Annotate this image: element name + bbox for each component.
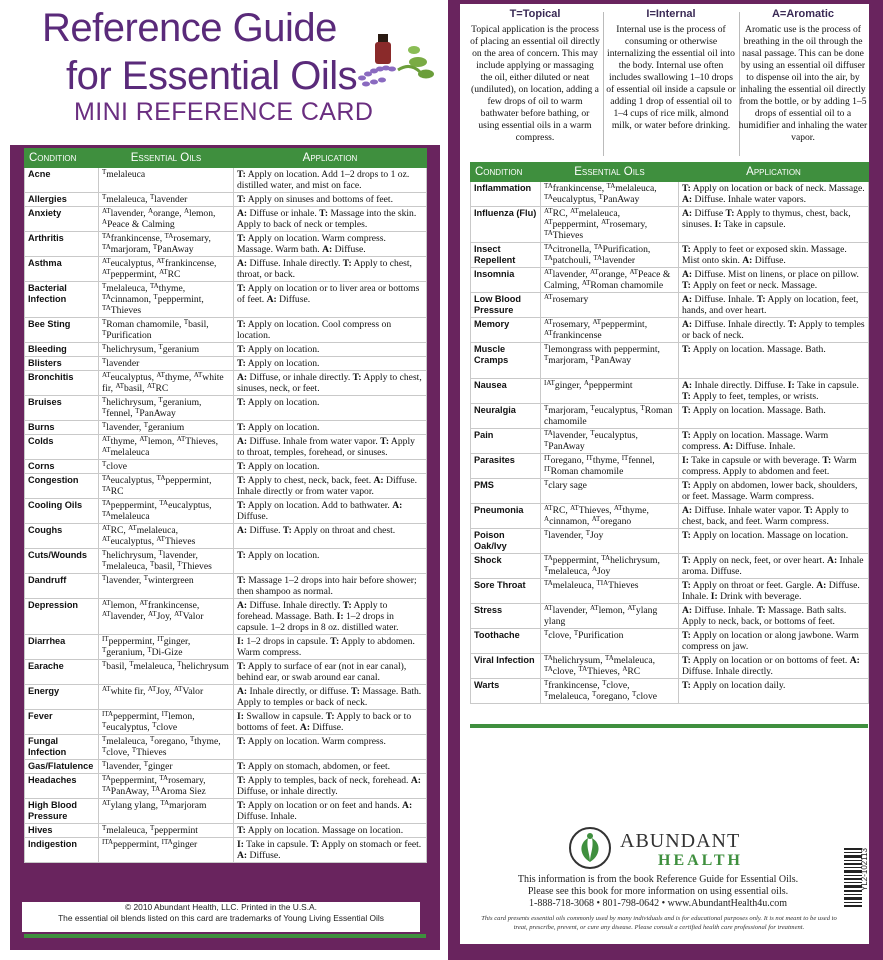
legend-aromatic-head: A=Aromatic bbox=[771, 8, 835, 20]
table-row bbox=[25, 799, 427, 824]
condition-cell: Insomnia bbox=[471, 268, 541, 293]
table-row bbox=[471, 529, 869, 554]
condition-cell: Arthritis bbox=[25, 232, 99, 257]
oils-cell: $^{IAT}$ginger, $^A$peppermint bbox=[541, 379, 679, 404]
condition-cell: Headaches bbox=[25, 774, 99, 799]
application-cell: T: Apply on location or on feet and hands. A: Diffuse. Inhale. bbox=[234, 799, 427, 824]
back-table-rule bbox=[470, 724, 868, 728]
table-row bbox=[471, 182, 869, 207]
table-row bbox=[25, 435, 427, 460]
table-row bbox=[25, 193, 427, 207]
application-cell: A: Diffuse. Inhale water vapor. T: Apply to chest, back, and feet. Warm compress. bbox=[679, 504, 869, 529]
condition-cell: Burns bbox=[25, 421, 99, 435]
logo-name: ABUNDANT bbox=[620, 830, 741, 852]
back-purple-frame-top bbox=[448, 0, 883, 4]
front-trademark-note: The essential oil blends listed on this card are trademarks of Young Living Essential Oils bbox=[58, 913, 384, 923]
table-row bbox=[25, 774, 427, 799]
table-row bbox=[25, 421, 427, 435]
oils-cell: $^{AT}$eucalyptus, $^{AT}$thyme, $^{AT}$white fir, $^{AT}$basil, $^{AT}$RC bbox=[99, 371, 234, 396]
info-line3: 1-888-718-3068 • 801-798-0642 • www.AbundantHealth4u.com bbox=[529, 898, 787, 909]
application-cell: T: Apply on location or on bottoms of feet. A: Diffuse. Inhale directly. bbox=[679, 654, 869, 679]
oils-cell: $^{TA}$frankincense, $^{TA}$melaleuca, $^{TA}$eucalyptus, $^T$PanAway bbox=[541, 182, 679, 207]
front-title-line3: MINI REFERENCE CARD bbox=[74, 98, 374, 126]
application-cell: A: Diffuse. Inhale. T: Massage. Bath salts. Apply to neck, back, or bottoms of feet. bbox=[679, 604, 869, 629]
condition-cell: Toothache bbox=[471, 629, 541, 654]
application-cell: T: Apply on location. Add 1–2 drops to 1 oz. distilled water, and mist on face. bbox=[234, 168, 427, 193]
application-cell: T: Apply on location or along jawbone. Warm compress on jaw. bbox=[679, 629, 869, 654]
table-row bbox=[25, 499, 427, 524]
table-row bbox=[471, 554, 869, 579]
oils-cell: $^{AT}$RC, $^{AT}$melaleuca, $^{AT}$peppermint, $^{AT}$rosemary, $^{TA}$Thieves bbox=[541, 207, 679, 243]
table-row bbox=[25, 207, 427, 232]
table-row bbox=[25, 710, 427, 735]
table-row bbox=[471, 293, 869, 318]
application-cell: I: 1–2 drops in capsule. T: Apply to abdomen. Warm compress. bbox=[234, 635, 427, 660]
application-cell: T: Apply on location. Cool compress on location. bbox=[234, 318, 427, 343]
oils-cell: $^T$Roman chamomile, $^T$basil, $^T$Purification bbox=[99, 318, 234, 343]
oils-cell: $^{IT}$oregano, $^{IT}$thyme, $^{IT}$fennel, $^{IT}$Roman chamomile bbox=[541, 454, 679, 479]
condition-cell: Inflammation bbox=[471, 182, 541, 207]
application-cell: T: Apply on location or to liver area or bottoms of feet. A: Diffuse. bbox=[234, 282, 427, 318]
oils-cell: $^{AT}$lavender, $^A$orange, $^A$lemon, $^A$Peace & Calming bbox=[99, 207, 234, 232]
condition-cell: Acne bbox=[25, 168, 99, 193]
application-cell: A: Inhale directly, or diffuse. T: Massage. Bath. Apply to temples or back of neck. bbox=[234, 685, 427, 710]
front-title-line1: Reference Guide bbox=[42, 6, 337, 50]
application-cell: T: Apply on sinuses and bottoms of feet. bbox=[234, 193, 427, 207]
application-cell: T: Apply on location. Massage on location. bbox=[679, 529, 869, 554]
table-row bbox=[471, 679, 869, 704]
oils-cell: $^T$clary sage bbox=[541, 479, 679, 504]
oils-cell: $^{TA}$melaleuca, $^{TIA}$Thieves bbox=[541, 579, 679, 604]
oils-cell: $^{TA}$helichrysum, $^{TA}$melaleuca, $^{TA}$clove, $^{TA}$Thieves, $^A$RC bbox=[541, 654, 679, 679]
oils-cell: $^{IT}$peppermint, $^{IT}$ginger, $^T$geranium, $^T$Di-Gize bbox=[99, 635, 234, 660]
condition-cell: Gas/Flatulence bbox=[25, 760, 99, 774]
abundant-health-logo bbox=[566, 826, 776, 870]
table-row bbox=[25, 574, 427, 599]
front-header-oils: Essential Oils bbox=[99, 149, 234, 168]
condition-cell: Stress bbox=[471, 604, 541, 629]
oils-cell: $^{TA}$frankincense, $^{TA}$rosemary, $^{TA}$marjoram, $^T$PanAway bbox=[99, 232, 234, 257]
application-cell: T: Apply on location. Massage. Bath. bbox=[679, 343, 869, 379]
table-row bbox=[471, 579, 869, 604]
oils-cell: $^T$lemongrass with peppermint, $^T$marjoram, $^T$PanAway bbox=[541, 343, 679, 379]
logo-sub: HEALTH bbox=[658, 852, 743, 869]
oils-cell: $^{AT}$rosemary, $^{AT}$peppermint, $^{AT}$frankincense bbox=[541, 318, 679, 343]
condition-cell: Earache bbox=[25, 660, 99, 685]
application-cell: A: Diffuse T: Apply to thymus, chest, back, sinuses. I: Take in capsule. bbox=[679, 207, 869, 243]
front-header-condition: Condition bbox=[25, 149, 99, 168]
oils-cell: $^T$helichrysum, $^T$geranium bbox=[99, 343, 234, 357]
lavender-bottle-illustration bbox=[348, 22, 438, 112]
oils-cell: $^T$lavender, $^T$wintergreen bbox=[99, 574, 234, 599]
condition-cell: Diarrhea bbox=[25, 635, 99, 660]
application-cell: A: Diffuse. Inhale from water vapor. T: Apply to throat, temples, forehead, or sinuses. bbox=[234, 435, 427, 460]
condition-cell: Depression bbox=[25, 599, 99, 635]
table-row bbox=[25, 257, 427, 282]
table-row bbox=[471, 604, 869, 629]
table-row bbox=[471, 654, 869, 679]
table-row bbox=[25, 599, 427, 635]
table-row bbox=[25, 838, 427, 863]
oils-cell: $^{TA}$peppermint, $^{TA}$helichrysum, $^T$melaleuca, $^A$Joy bbox=[541, 554, 679, 579]
application-cell: T: Apply on location. Massage on location. bbox=[234, 824, 427, 838]
oils-cell: $^{TA}$lavender, $^T$eucalyptus, $^T$PanAway bbox=[541, 429, 679, 454]
condition-cell: Viral Infection bbox=[471, 654, 541, 679]
leaf-logo-icon bbox=[566, 826, 614, 870]
table-row bbox=[25, 549, 427, 574]
product-code: YL2-102113 bbox=[860, 848, 869, 891]
condition-cell: Muscle Cramps bbox=[471, 343, 541, 379]
front-reference-table bbox=[24, 148, 427, 863]
application-cell: T: Apply on location or back of neck. Massage. A: Diffuse. Inhale water vapors. bbox=[679, 182, 869, 207]
table-row bbox=[471, 479, 869, 504]
condition-cell: Bee Sting bbox=[25, 318, 99, 343]
legend-topical-head: T=Topical bbox=[509, 8, 561, 20]
application-cell: T: Apply on location. Warm compress. bbox=[234, 735, 427, 760]
application-cell: A: Diffuse. Inhale. T: Apply on location, feet, hands, and over heart. bbox=[679, 293, 869, 318]
oils-cell: $^T$lavender, $^T$geranium bbox=[99, 421, 234, 435]
table-row bbox=[25, 371, 427, 396]
application-cell: T: Apply on location. bbox=[234, 396, 427, 421]
condition-cell: Sore Throat bbox=[471, 579, 541, 604]
condition-cell: Coughs bbox=[25, 524, 99, 549]
info-line1: This information is from the book Reference Guide for Essential Oils. bbox=[517, 874, 799, 885]
oils-cell: $^{AT}$white fir, $^{AT}$Joy, $^{AT}$Valor bbox=[99, 685, 234, 710]
oils-cell: $^{AT}$rosemary bbox=[541, 293, 679, 318]
table-row bbox=[25, 168, 427, 193]
application-cell: T: Apply on location daily. bbox=[679, 679, 869, 704]
table-row bbox=[25, 524, 427, 549]
application-cell: A: Diffuse. Inhale directly. T: Apply to chest, throat, or back. bbox=[234, 257, 427, 282]
application-cell: T: Massage 1–2 drops into hair before shower; then shampoo as normal. bbox=[234, 574, 427, 599]
condition-cell: Shock bbox=[471, 554, 541, 579]
info-line2: Please see this book for more information on using essential oils. bbox=[527, 886, 789, 897]
table-row bbox=[25, 735, 427, 760]
condition-cell: Bleeding bbox=[25, 343, 99, 357]
oils-cell: $^{AT}$thyme, $^{AT}$lemon, $^{AT}$Thieves, $^{AT}$melaleuca bbox=[99, 435, 234, 460]
application-cell: T: Apply on location. bbox=[234, 343, 427, 357]
condition-cell: Fungal Infection bbox=[25, 735, 99, 760]
application-cell: A: Diffuse. Inhale directly. T: Apply to temples or back of neck. bbox=[679, 318, 869, 343]
back-card bbox=[448, 0, 883, 960]
condition-cell: Cuts/Wounds bbox=[25, 549, 99, 574]
oils-cell: $^T$melaleuca, $^T$oregano, $^T$thyme, $^T$clove, $^T$Thieves bbox=[99, 735, 234, 760]
condition-cell: Poison Oak/Ivy bbox=[471, 529, 541, 554]
condition-cell: Congestion bbox=[25, 474, 99, 499]
condition-cell: Corns bbox=[25, 460, 99, 474]
front-copyright: © 2010 Abundant Health, LLC. Printed in the U.S.A. bbox=[125, 902, 317, 912]
application-cell: I: Take in capsule. T: Apply on stomach or feet. A: Diffuse. bbox=[234, 838, 427, 863]
oils-cell: $^T$basil, $^T$melaleuca, $^T$helichrysum bbox=[99, 660, 234, 685]
table-row bbox=[471, 243, 869, 268]
front-footer-rule bbox=[24, 934, 426, 938]
table-row bbox=[25, 396, 427, 421]
condition-cell: Neuralgia bbox=[471, 404, 541, 429]
condition-cell: Bacterial Infection bbox=[25, 282, 99, 318]
condition-cell: Bruises bbox=[25, 396, 99, 421]
condition-cell: Blisters bbox=[25, 357, 99, 371]
application-cell: T: Apply on location. Add to bathwater. A: Diffuse. bbox=[234, 499, 427, 524]
application-cell: T: Apply to chest, neck, back, feet. A: Diffuse. Inhale directly or from water vapor. bbox=[234, 474, 427, 499]
table-row bbox=[471, 429, 869, 454]
table-row bbox=[471, 207, 869, 243]
table-row bbox=[25, 685, 427, 710]
oils-cell: $^{AT}$eucalyptus, $^{AT}$frankincense, $^{AT}$peppermint, $^{AT}$RC bbox=[99, 257, 234, 282]
table-row bbox=[25, 232, 427, 257]
table-row bbox=[471, 629, 869, 654]
table-row bbox=[25, 824, 427, 838]
condition-cell: Low Blood Pressure bbox=[471, 293, 541, 318]
condition-cell: Memory bbox=[471, 318, 541, 343]
table-row bbox=[25, 660, 427, 685]
table-row bbox=[471, 268, 869, 293]
oils-cell: $^{AT}$RC, $^{AT}$Thieves, $^{AT}$thyme, $^A$cinnamon, $^{AT}$oregano bbox=[541, 504, 679, 529]
condition-cell: Pain bbox=[471, 429, 541, 454]
table-row bbox=[25, 474, 427, 499]
usage-legend bbox=[470, 8, 868, 158]
oils-cell: $^T$clove, $^T$Purification bbox=[541, 629, 679, 654]
application-cell: T: Apply to temples, back of neck, forehead. A: Diffuse, or inhale directly. bbox=[234, 774, 427, 799]
application-cell: T: Apply to feet or exposed skin. Massage. Mist onto skin. A: Diffuse. bbox=[679, 243, 869, 268]
front-title-line2: for Essential Oils bbox=[66, 54, 358, 98]
back-header-application: Application bbox=[679, 163, 869, 182]
oils-cell: $^{TA}$citronella, $^{TA}$Purification, $^{TA}$patchouli, $^{TA}$lavender bbox=[541, 243, 679, 268]
condition-cell: Energy bbox=[25, 685, 99, 710]
oils-cell: $^T$melaleuca bbox=[99, 168, 234, 193]
table-row bbox=[25, 760, 427, 774]
oils-cell: $^{ITA}$peppermint, $^{IT}$lemon, $^T$eucalyptus, $^T$clove bbox=[99, 710, 234, 735]
condition-cell: Colds bbox=[25, 435, 99, 460]
condition-cell: Pneumonia bbox=[471, 504, 541, 529]
oils-cell: $^{TA}$peppermint, $^{TA}$rosemary, $^{TA}$PanAway, $^{TA}$Aroma Siez bbox=[99, 774, 234, 799]
application-cell: T: Apply on location. bbox=[234, 357, 427, 371]
table-row bbox=[25, 635, 427, 660]
back-purple-frame-bottom bbox=[448, 944, 883, 960]
application-cell: T: Apply on abdomen, lower back, shoulders, or feet. Massage. Warm compress. bbox=[679, 479, 869, 504]
oils-cell: $^{AT}$lavender, $^{AT}$orange, $^{AT}$Peace & Calming, $^{AT}$Roman chamomile bbox=[541, 268, 679, 293]
condition-cell: Influenza (Flu) bbox=[471, 207, 541, 243]
table-row bbox=[25, 318, 427, 343]
back-header-condition: Condition bbox=[471, 163, 541, 182]
condition-cell: Fever bbox=[25, 710, 99, 735]
application-cell: I: Take in capsule or with beverage. T: Warm compress. Apply to abdomen and feet. bbox=[679, 454, 869, 479]
condition-cell: PMS bbox=[471, 479, 541, 504]
table-row bbox=[25, 357, 427, 371]
application-cell: T: Apply to surface of ear (not in ear canal), behind ear, or swab around ear canal. bbox=[234, 660, 427, 685]
legend-internal-body: Internal use is the process of consuming or otherwise internalizing the essential oil into the body. Internal use often includes swallowing 1–10 drops of essential oil inside a capsule or adding 1 drop of essential oil to 1–4 cups of rice milk, almond milk, or water before drinking. bbox=[606, 24, 736, 131]
back-purple-frame-left bbox=[448, 0, 460, 960]
oils-cell: $^T$clove bbox=[99, 460, 234, 474]
condition-cell: Parasites bbox=[471, 454, 541, 479]
oils-cell: $^T$marjoram, $^T$eucalyptus, $^T$Roman chamomile bbox=[541, 404, 679, 429]
oils-cell: $^T$helichrysum, $^T$lavender, $^T$melaleuca, $^T$basil, $^T$Thieves bbox=[99, 549, 234, 574]
oils-cell: $^T$melaleuca, $^T$peppermint bbox=[99, 824, 234, 838]
condition-cell: Insect Repellent bbox=[471, 243, 541, 268]
legend-internal-head: I=Internal bbox=[646, 8, 696, 20]
table-row bbox=[471, 404, 869, 429]
oils-cell: $^T$lavender bbox=[99, 357, 234, 371]
table-row bbox=[25, 282, 427, 318]
legend-aromatic-body: Aromatic use is the process of breathing in the oil through the nasal passage. This can be done by using an essential oil diffuser to dispense oil into the air, by inhaling the essential oil directly from the bottle, or by adding 1–5 drops of essential oil to a humidifier and inhaling the water vapor. bbox=[738, 24, 868, 143]
oils-cell: $^T$melaleuca, $^T$lavender bbox=[99, 193, 234, 207]
disclaimer: This card presents essential oils commonly used by many individuals and is for educational purposes only. It is not meant to be used to treat, prescribe, prevent, or cure any disease. Please consult a certified health care professional for treatment. bbox=[481, 915, 837, 931]
condition-cell: Bronchitis bbox=[25, 371, 99, 396]
oils-cell: $^T$lavender, $^T$ginger bbox=[99, 760, 234, 774]
condition-cell: Hives bbox=[25, 824, 99, 838]
oils-cell: $^{ITA}$peppermint, $^{ITA}$ginger bbox=[99, 838, 234, 863]
application-cell: T: Apply on location. Massage. Warm compress. A: Diffuse. Inhale. bbox=[679, 429, 869, 454]
back-reference-table bbox=[470, 162, 869, 704]
application-cell: A: Diffuse. Mist on linens, or place on pillow. T: Apply on feet or neck. Massage. bbox=[679, 268, 869, 293]
table-row bbox=[471, 379, 869, 404]
legend-internal bbox=[606, 8, 736, 158]
table-row bbox=[471, 343, 869, 379]
application-cell: I: Swallow in capsule. T: Apply to back or to bottoms of feet. A: Diffuse. bbox=[234, 710, 427, 735]
legend-aromatic bbox=[738, 8, 868, 158]
table-row bbox=[471, 318, 869, 343]
legend-topical bbox=[470, 8, 600, 158]
condition-cell: Dandruff bbox=[25, 574, 99, 599]
condition-cell: Warts bbox=[471, 679, 541, 704]
oils-cell: $^{AT}$lemon, $^{AT}$frankincense, $^{AT}$lavender, $^{AT}$Joy, $^{AT}$Valor bbox=[99, 599, 234, 635]
oils-cell: $^{AT}$lavender, $^{AT}$lemon, $^{AT}$ylang ylang bbox=[541, 604, 679, 629]
oils-cell: $^{TA}$peppermint, $^{TA}$eucalyptus, $^{TA}$melaleuca bbox=[99, 499, 234, 524]
oils-cell: $^T$melaleuca, $^{TA}$thyme, $^{TA}$cinnamon, $^T$peppermint, $^{TA}$Thieves bbox=[99, 282, 234, 318]
application-cell: A: Diffuse. Inhale directly. T: Apply to forehead. Massage. Bath. I: 1–2 drops in capsule. 1–2 drops in 8 oz. distilled water. bbox=[234, 599, 427, 635]
condition-cell: Asthma bbox=[25, 257, 99, 282]
application-cell: T: Apply on location. Warm compress. Massage. Warm bath. A: Diffuse. bbox=[234, 232, 427, 257]
book-info bbox=[478, 874, 838, 910]
table-row bbox=[25, 460, 427, 474]
table-row bbox=[471, 504, 869, 529]
oils-cell: $^{AT}$ylang ylang, $^{TA}$marjoram bbox=[99, 799, 234, 824]
oils-cell: $^T$frankincense, $^T$clove, $^T$melaleuca, $^T$oregano, $^T$clove bbox=[541, 679, 679, 704]
back-header-oils: Essential Oils bbox=[541, 163, 679, 182]
condition-cell: Allergies bbox=[25, 193, 99, 207]
oils-cell: $^{AT}$RC, $^{AT}$melaleuca, $^{AT}$eucalyptus, $^{AT}$Thieves bbox=[99, 524, 234, 549]
application-cell: A: Diffuse, or inhale directly. T: Apply to chest, sinuses, neck, or feet. bbox=[234, 371, 427, 396]
application-cell: T: Apply on stomach, abdomen, or feet. bbox=[234, 760, 427, 774]
application-cell: A: Diffuse or inhale. T: Massage into the skin. Apply to back of neck or temples. bbox=[234, 207, 427, 232]
front-footer bbox=[22, 902, 420, 932]
legend-topical-body: Topical application is the process of placing an essential oil directly on the area of concern. This may include applying or massaging the oil, either diluted or neat (undiluted), on location, adding a few drops of oil to warm bathwater before bathing, or using essential oils in a warm compress. bbox=[470, 24, 600, 143]
application-cell: T: Apply on location. Massage. Bath. bbox=[679, 404, 869, 429]
table-row bbox=[25, 343, 427, 357]
condition-cell: Nausea bbox=[471, 379, 541, 404]
condition-cell: Cooling Oils bbox=[25, 499, 99, 524]
application-cell: A: Diffuse. T: Apply on throat and chest. bbox=[234, 524, 427, 549]
back-purple-frame-right bbox=[869, 0, 883, 960]
oils-cell: $^{TA}$eucalyptus, $^{TA}$peppermint, $^{TA}$RC bbox=[99, 474, 234, 499]
application-cell: A: Inhale directly. Diffuse. I: Take in capsule. T: Apply to feet, temples, or wrists. bbox=[679, 379, 869, 404]
application-cell: T: Apply on location. bbox=[234, 421, 427, 435]
application-cell: T: Apply on throat or feet. Gargle. A: Diffuse. Inhale. I: Drink with beverage. bbox=[679, 579, 869, 604]
table-row bbox=[471, 454, 869, 479]
legend-divider bbox=[603, 12, 604, 156]
front-header-application: Application bbox=[234, 149, 427, 168]
application-cell: T: Apply on location. bbox=[234, 549, 427, 574]
condition-cell: High Blood Pressure bbox=[25, 799, 99, 824]
condition-cell: Indigestion bbox=[25, 838, 99, 863]
application-cell: T: Apply on location. bbox=[234, 460, 427, 474]
condition-cell: Anxiety bbox=[25, 207, 99, 232]
oils-cell: $^T$helichrysum, $^T$geranium, $^T$fennel, $^T$PanAway bbox=[99, 396, 234, 421]
application-cell: T: Apply on neck, feet, or over heart. A: Inhale aroma. Diffuse. bbox=[679, 554, 869, 579]
oils-cell: $^T$lavender, $^T$Joy bbox=[541, 529, 679, 554]
